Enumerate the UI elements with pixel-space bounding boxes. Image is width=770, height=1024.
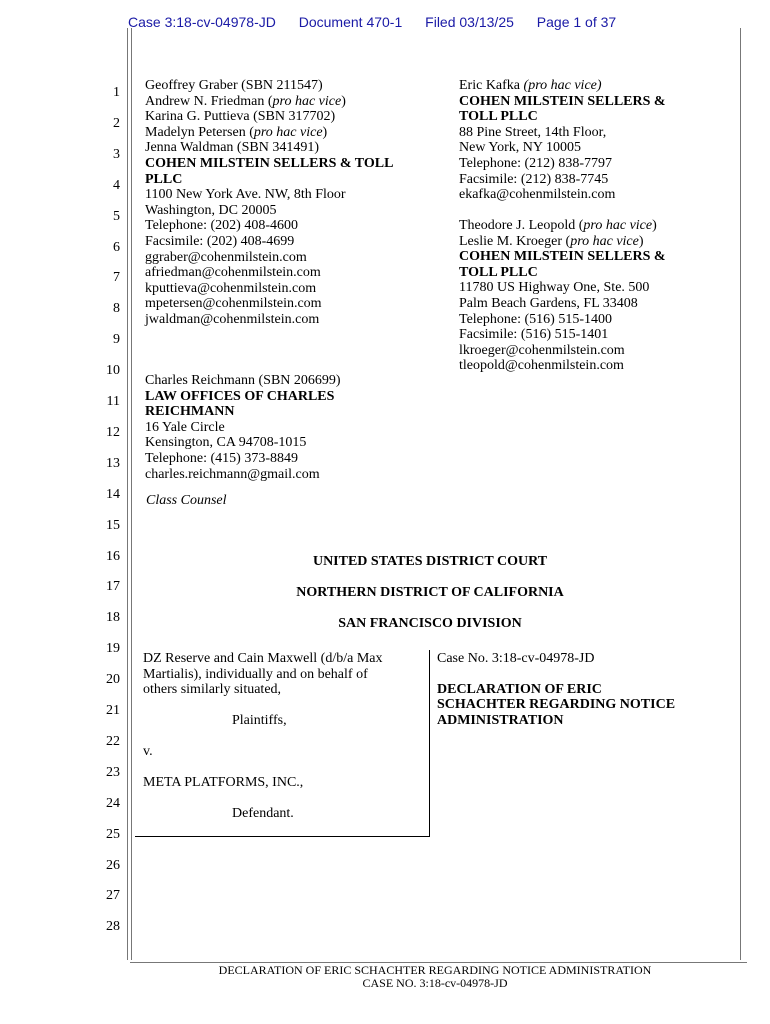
- line-number: 7: [113, 270, 120, 286]
- ecf-header: [128, 14, 635, 30]
- court-district: NORTHERN DISTRICT OF CALIFORNIA: [296, 585, 564, 600]
- line-number: 14: [106, 486, 120, 502]
- plaintiffs-line-2: Martialis), individually and on behalf of: [143, 667, 368, 682]
- case-number: Case No. 3:18-cv-04978-JD: [437, 651, 595, 666]
- pro-hac-vice-label: pro hac vice: [253, 124, 323, 140]
- left-margin-rule: [127, 28, 132, 960]
- counsel-line-suffix: ): [652, 218, 657, 233]
- counsel-line: [145, 125, 393, 141]
- line-number: 20: [106, 672, 120, 688]
- header-page-count: Page 1 of 37: [536, 14, 617, 30]
- line-number: 19: [106, 641, 120, 657]
- line-number: 16: [106, 548, 120, 564]
- counsel-line: Facsimile: (212) 838-7745: [459, 171, 609, 187]
- counsel-line: REICHMANN: [145, 404, 235, 420]
- class-counsel-label: Class Counsel: [146, 493, 227, 508]
- counsel-line: 16 Yale Circle: [145, 419, 225, 435]
- line-number: 12: [106, 424, 120, 440]
- line-number: 2: [113, 115, 120, 131]
- counsel-line: PLLC: [145, 171, 183, 187]
- counsel-line: 88 Pine Street, 14th Floor,: [459, 124, 607, 140]
- line-number: 1: [113, 85, 120, 100]
- counsel-line: lkroeger@cohenmilstein.com: [459, 342, 625, 358]
- line-number: 15: [106, 517, 120, 533]
- counsel-line: afriedman@cohenmilstein.com: [145, 265, 321, 281]
- line-number: 22: [106, 733, 120, 749]
- counsel-line: Kensington, CA 94708-1015: [145, 435, 307, 451]
- counsel-line: mpetersen@cohenmilstein.com: [145, 296, 322, 312]
- counsel-line: Karina G. Puttieva (SBN 317702): [145, 109, 336, 125]
- line-number: 24: [106, 795, 120, 811]
- defendant-role: Defendant.: [232, 806, 294, 821]
- line-number: 3: [113, 146, 120, 162]
- counsel-line: [145, 94, 393, 110]
- line-number: 11: [106, 394, 120, 409]
- line-number: 10: [106, 363, 120, 379]
- counsel-line: Palm Beach Gardens, FL 33408: [459, 295, 638, 311]
- counsel-line: LAW OFFICES OF CHARLES: [145, 388, 335, 404]
- counsel-line: Telephone: (202) 408-4600: [145, 218, 298, 234]
- counsel-line-name: Theodore J. Leopold (: [459, 218, 584, 233]
- caption-parties: [135, 650, 430, 837]
- right-margin-rule: [740, 28, 741, 960]
- counsel-line: 11780 US Highway One, Ste. 500: [459, 280, 650, 296]
- counsel-line: jwaldman@cohenmilstein.com: [145, 311, 320, 327]
- court-division: SAN FRANCISCO DIVISION: [338, 616, 522, 631]
- court-name: UNITED STATES DISTRICT COURT: [312, 554, 548, 569]
- document-title-line-1: DECLARATION OF ERIC: [437, 682, 602, 697]
- counsel-line: tleopold@cohenmilstein.com: [459, 358, 624, 374]
- counsel-line-name: Andrew N. Friedman (: [145, 93, 273, 109]
- counsel-block-cohen-fl: [459, 218, 666, 374]
- plaintiffs-line-1: DZ Reserve and Cain Maxwell (d/b/a Max: [143, 651, 383, 666]
- header-document-number: Document 470-1: [298, 14, 403, 30]
- line-number: 18: [106, 610, 120, 626]
- counsel-line: [459, 234, 666, 250]
- counsel-line: kputtieva@cohenmilstein.com: [145, 280, 317, 296]
- counsel-block-cohen-ny: [459, 78, 666, 203]
- counsel-line-suffix: ): [638, 233, 644, 249]
- counsel-line-name: Madelyn Petersen (: [145, 124, 254, 140]
- counsel-block-reichmann: [145, 373, 341, 482]
- counsel-line-suffix: ): [322, 124, 328, 140]
- counsel-line: Facsimile: (202) 408-4699: [145, 233, 295, 249]
- counsel-line: 1100 New York Ave. NW, 8th Floor: [145, 187, 346, 203]
- line-number: 13: [106, 455, 120, 471]
- pro-hac-vice-label: (pro hac vice): [523, 78, 602, 93]
- counsel-line: [459, 218, 666, 234]
- line-number: 27: [106, 888, 120, 904]
- pro-hac-vice-label: pro hac vice: [583, 218, 653, 233]
- line-number: 6: [113, 239, 120, 255]
- counsel-line: COHEN MILSTEIN SELLERS & TOLL: [145, 155, 394, 171]
- line-number: 21: [106, 703, 120, 718]
- counsel-line: Washington, DC 20005: [145, 202, 277, 218]
- counsel-line: COHEN MILSTEIN SELLERS &: [459, 93, 666, 109]
- line-number: 26: [106, 857, 120, 873]
- line-number: 9: [113, 332, 120, 348]
- counsel-line: charles.reichmann@gmail.com: [145, 466, 320, 482]
- line-number: 28: [106, 919, 120, 935]
- counsel-line-suffix: ): [341, 93, 346, 109]
- header-case-number: Case 3:18-cv-04978-JD: [128, 14, 276, 30]
- counsel-line: Telephone: (415) 373-8849: [145, 450, 298, 466]
- counsel-line: [459, 78, 666, 94]
- counsel-line: Telephone: (516) 515-1400: [459, 311, 612, 327]
- counsel-line: New York, NY 10005: [459, 140, 581, 156]
- line-number: 25: [106, 826, 120, 842]
- header-filed-date: Filed 03/13/25: [425, 14, 514, 30]
- line-number: 5: [113, 208, 120, 224]
- counsel-block-cohen-dc: [145, 78, 393, 328]
- defendant-name: META PLATFORMS, INC.,: [143, 775, 304, 790]
- counsel-line: TOLL PLLC: [459, 264, 538, 280]
- counsel-line-name: Eric Kafka: [459, 78, 524, 93]
- line-number: 17: [106, 579, 120, 595]
- document-title-line-3: ADMINISTRATION: [437, 713, 564, 728]
- line-number: 8: [113, 301, 120, 317]
- counsel-line: Jenna Waldman (SBN 341491): [145, 140, 319, 156]
- counsel-line: Charles Reichmann (SBN 206699): [145, 373, 341, 388]
- counsel-line: Telephone: (212) 838-7797: [459, 155, 612, 171]
- pro-hac-vice-label: pro hac vice: [570, 233, 639, 249]
- footer-title: DECLARATION OF ERIC SCHACHTER REGARDING NOTICE ADMINISTRATION: [218, 963, 652, 977]
- plaintiffs-line-3: others similarly situated,: [143, 682, 282, 697]
- plaintiffs-role: Plaintiffs,: [232, 713, 287, 728]
- counsel-line: ekafka@cohenmilstein.com: [459, 187, 616, 203]
- versus: v.: [143, 744, 153, 759]
- counsel-line: TOLL PLLC: [459, 109, 538, 125]
- counsel-line: ggraber@cohenmilstein.com: [145, 249, 307, 265]
- line-number: 23: [106, 764, 120, 780]
- line-number: 4: [113, 177, 120, 193]
- footer-case-number: CASE NO. 3:18-cv-04978-JD: [362, 976, 508, 990]
- counsel-line-name: Leslie M. Kroeger (: [459, 233, 571, 249]
- counsel-line: Facsimile: (516) 515-1401: [459, 327, 609, 343]
- counsel-line: COHEN MILSTEIN SELLERS &: [459, 249, 666, 265]
- document-title-line-2: SCHACHTER REGARDING NOTICE: [437, 697, 676, 712]
- counsel-line: Geoffrey Graber (SBN 211547): [145, 78, 323, 93]
- pro-hac-vice-label: pro hac vice: [272, 93, 342, 109]
